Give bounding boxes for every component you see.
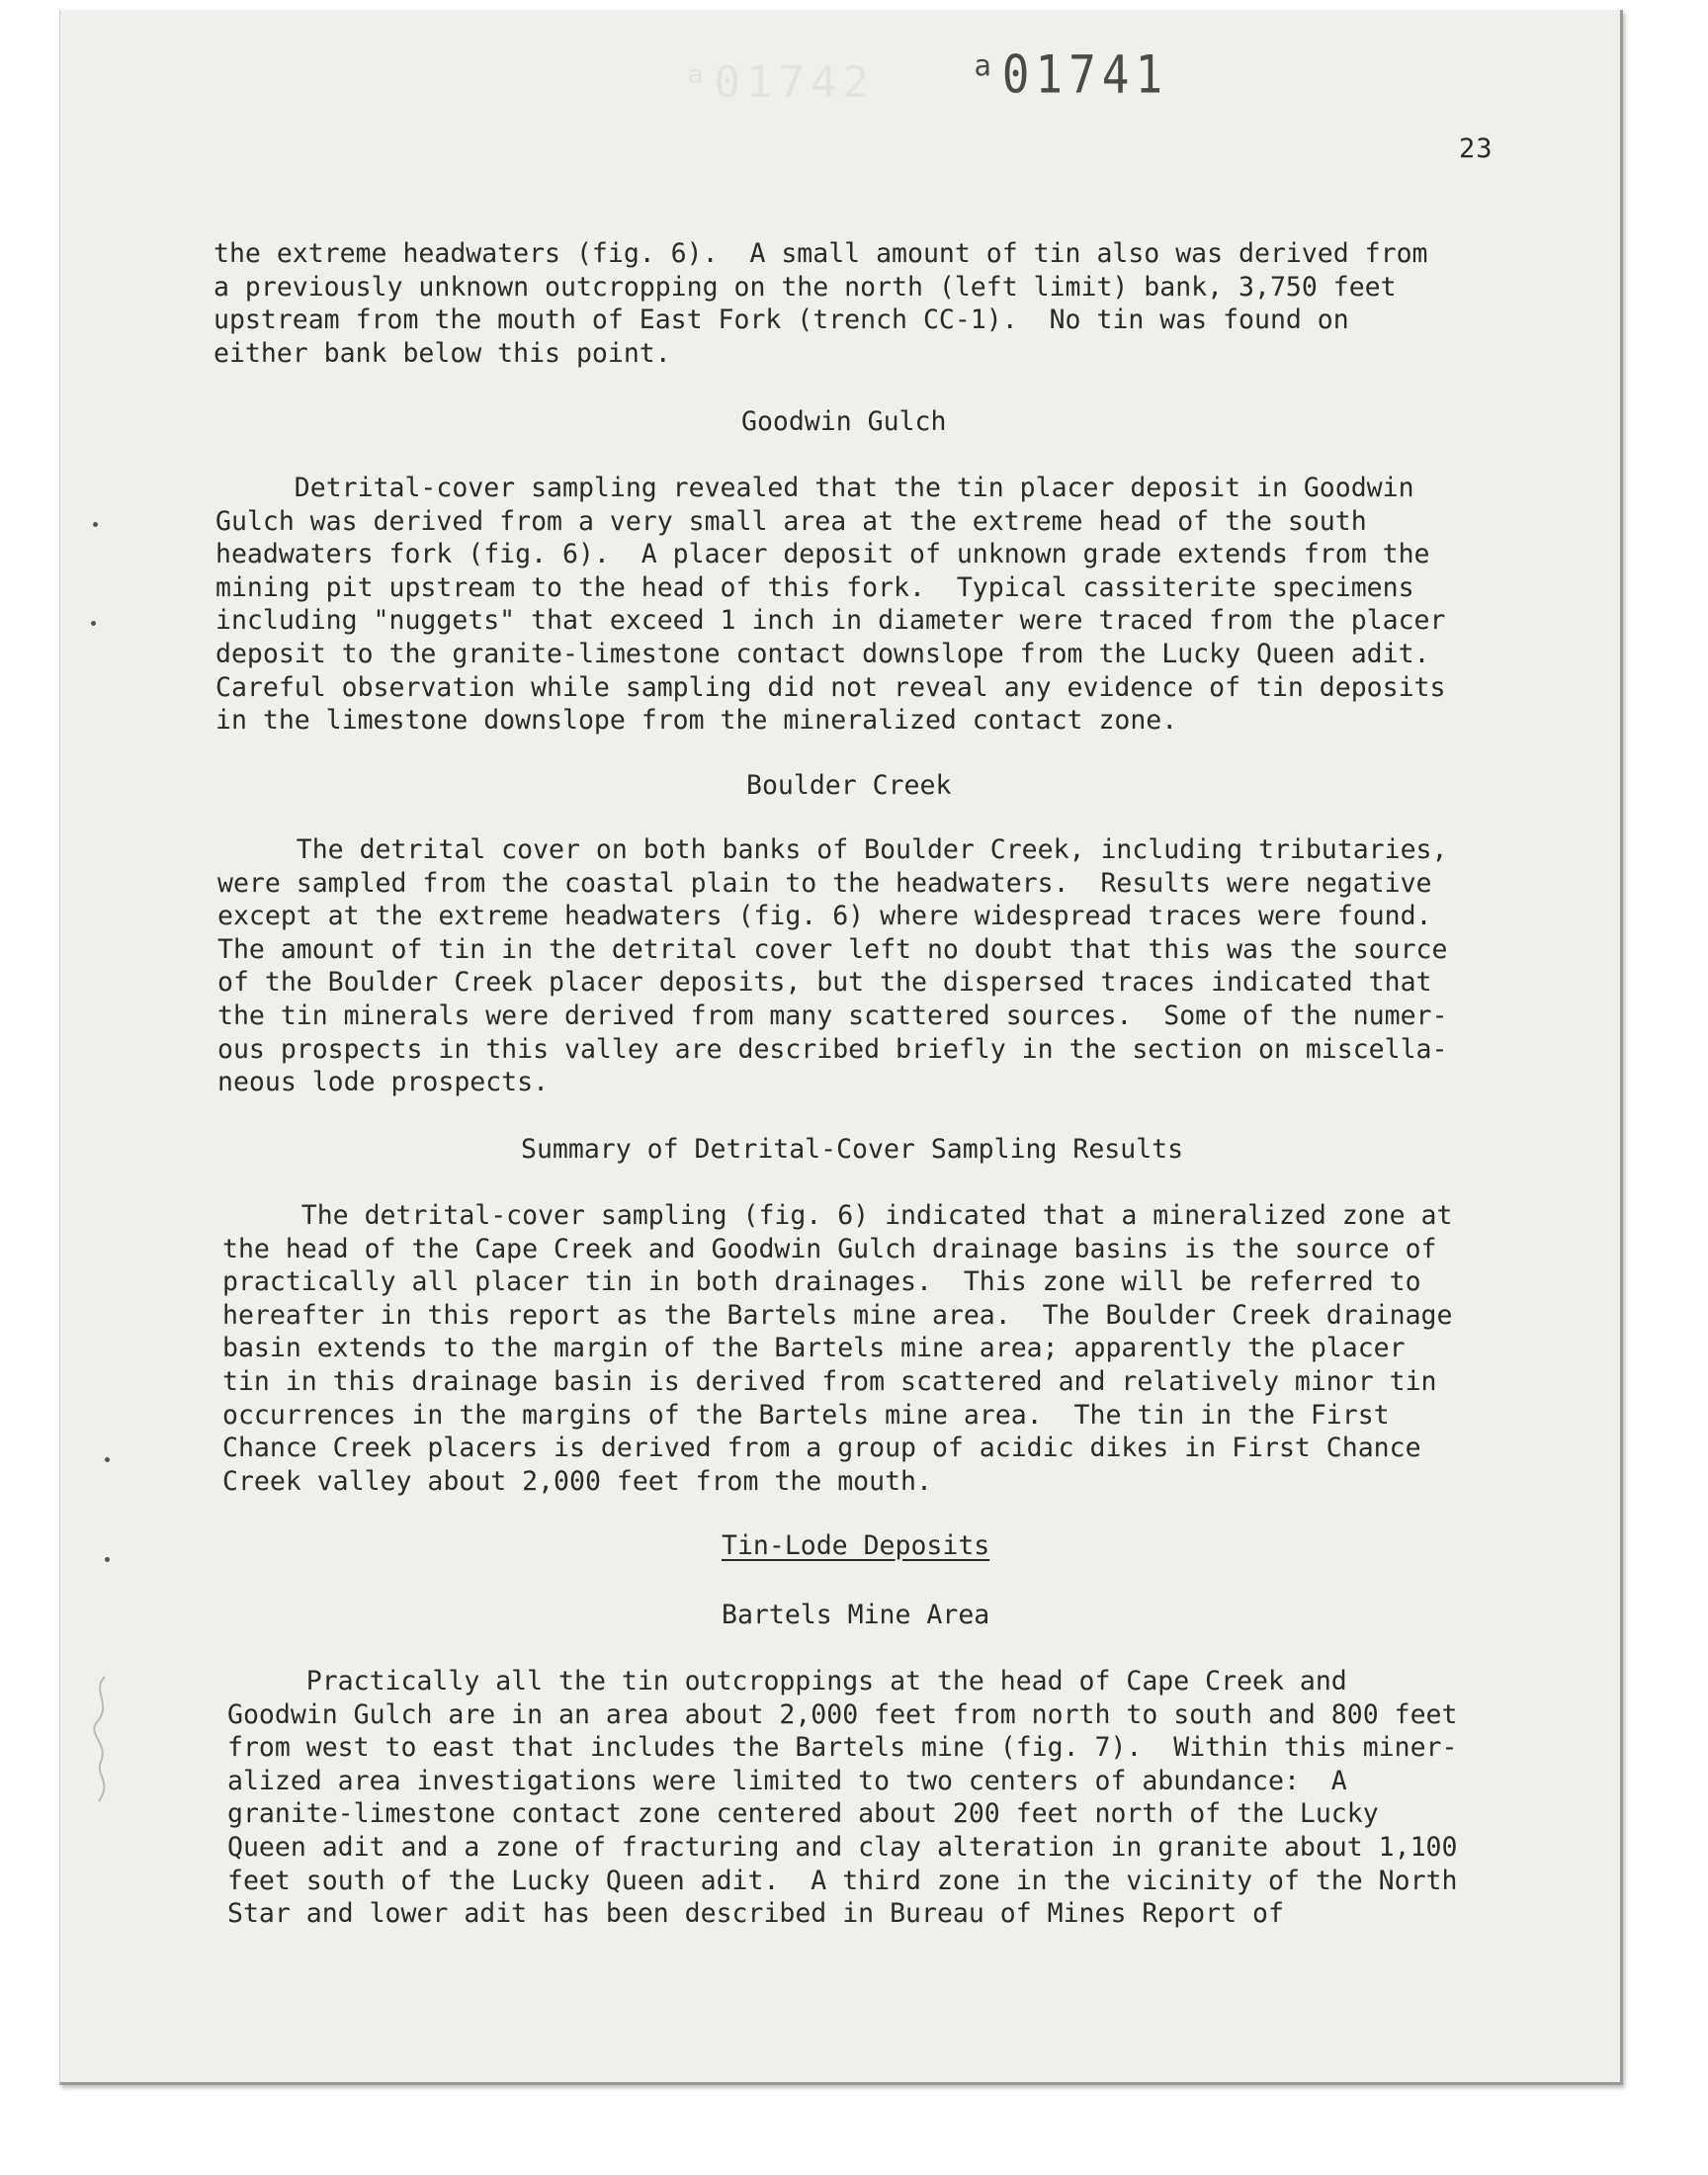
paragraph-cape-creek-continued: the extreme headwaters (fig. 6). A small amount of tin also was derived from a previously unknown outcropping on the north (left limit) bank, 3,750 feet upstream from the mouth of East Fork (trench CC-1). No tin was found on either bank below this point. bbox=[214, 238, 1428, 369]
paragraph-summary: The detrital-cover sampling (fig. 6) indicated that a mineralized zone at the head of the Cape Creek and Goodwin Gulch drainage basins is the source of practically all placer tin in both drainages. This zone will be referred to hereafter in this report as the Bartels mine area. The Boulder Creek drainage basin extends to the margin of the Bartels mine area; apparently the placer tin in this drainage basin is derived from scattered and relatively minor tin occurrences in the margins of the Bartels mine area. The tin in the First Chance Creek placers is derived from a group of acidic dikes in First Chance Creek valley about 2,000 feet from the mouth. bbox=[222, 1200, 1453, 1497]
paragraph-bartels-mine-area: Practically all the tin outcroppings at the head of Cape Creek and Goodwin Gulch are in an area about 2,000 feet from north to south and 800 feet from west to east that includes the Bartels mine (fig. 7). Within this miner- alized area investigations were limited to two centers of abundance: A granite-limestone contact zone centered about 200 feet north of the Lucky Queen adit and a zone of fracturing and clay alteration in granite about 1,100 feet south of the Lucky Queen adit. A third zone in the vicinity of the North Star and lower adit has been described in Bureau of Mines Report of bbox=[227, 1666, 1458, 1930]
heading-boulder-creek: Boulder Creek bbox=[746, 770, 952, 801]
margin-dot bbox=[105, 1457, 110, 1462]
margin-dot bbox=[93, 522, 98, 527]
margin-dot bbox=[105, 1557, 110, 1562]
heading-bartels-mine-area: Bartels Mine Area bbox=[722, 1600, 990, 1630]
margin-dot bbox=[91, 621, 96, 626]
heading-goodwin-gulch: Goodwin Gulch bbox=[741, 406, 947, 437]
pencil-mark bbox=[83, 1671, 123, 1809]
heading-tin-lode-deposits: Tin-Lode Deposits bbox=[722, 1530, 990, 1561]
paragraph-boulder-creek: The detrital cover on both banks of Boulder Creek, including tributaries, were sampled from the coastal plain to the headwaters. Results were negative except at the extreme headwaters (fig. 6) where widespread traces were found. The amount of tin in the detrital cover left no doubt that this was the source of the Boulder Creek placer deposits, but the dispersed traces indicated that the tin minerals were derived from many scattered sources. Some of the numer- ous prospects in this valley are described briefly in the section on miscella- neous lode prospects. bbox=[217, 834, 1448, 1098]
ghost-document-id: ᵃ01742 bbox=[682, 57, 875, 108]
document-id-stamp: ᵃ01741 bbox=[969, 43, 1169, 106]
paragraph-goodwin-gulch: Detrital-cover sampling revealed that the tin placer deposit in Goodwin Gulch was derived from a very small area at the extreme head of the south headwaters fork (fig. 6). A placer deposit of unknown grade extends from the mining pit upstream to the head of this fork. Typical cassiterite specimens including "nuggets" that exceed 1 inch in diameter were traced from the placer deposit to the granite-limestone contact downslope from the Lucky Queen adit. Careful observation while sampling did not reveal any evidence of tin deposits in the limestone downslope from the mineralized contact zone. bbox=[215, 473, 1446, 737]
heading-summary: Summary of Detrital-Cover Sampling Results bbox=[521, 1134, 1184, 1165]
page-number: 23 bbox=[1459, 133, 1494, 164]
